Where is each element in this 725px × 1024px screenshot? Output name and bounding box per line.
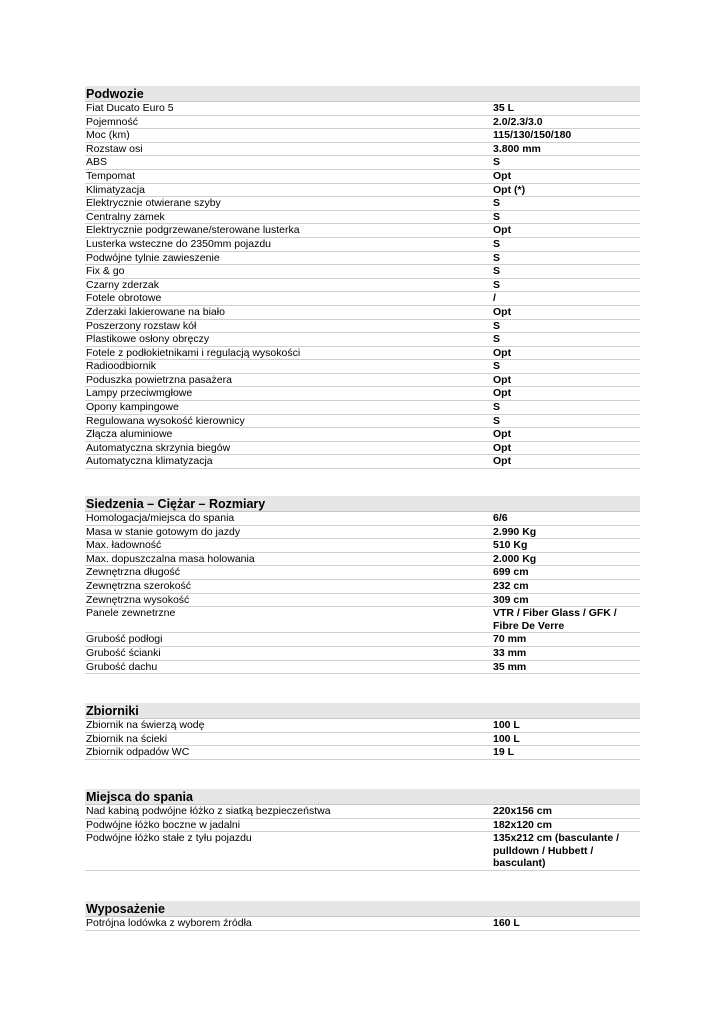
- row-value: 182x120 cm: [493, 818, 552, 831]
- row-value: 135x212 cm (basculante / pulldown / Hubbett / basculant): [493, 832, 620, 870]
- spec-table: [85, 805, 640, 871]
- table-row: [85, 401, 640, 415]
- row-label: Automatyczna klimatyzacja: [86, 455, 213, 468]
- row-label: Poszerzony rozstaw kół: [86, 319, 197, 332]
- row-value: S: [493, 278, 501, 291]
- section-sleeping-places: [85, 789, 640, 871]
- table-row: [85, 156, 640, 170]
- table-row: [85, 539, 640, 553]
- table-row: [85, 184, 640, 198]
- row-label: Radioodbiornik: [86, 360, 157, 373]
- table-row: [85, 265, 640, 279]
- row-label: Zewnętrzna szerokość: [86, 579, 192, 592]
- table-row: [85, 360, 640, 374]
- row-label: Rozstaw osi: [86, 142, 143, 155]
- row-label: Zbiornik na świerzą wodę: [86, 719, 205, 731]
- spec-table: [85, 102, 640, 469]
- row-value: Opt: [493, 428, 512, 441]
- table-row: [85, 832, 640, 871]
- row-label: Fotele obrotowe: [86, 292, 162, 305]
- row-value: 220x156 cm: [493, 805, 552, 817]
- row-value: S: [493, 156, 501, 169]
- table-row: [85, 647, 640, 661]
- row-label: Elektrycznie otwierane szyby: [86, 197, 221, 210]
- table-row: [85, 197, 640, 211]
- row-value: 35 L: [493, 102, 515, 114]
- row-label: Fiat Ducato Euro 5: [86, 102, 174, 114]
- row-value: Opt: [493, 346, 512, 359]
- row-value: 2.990 Kg: [493, 525, 537, 538]
- spec-table: [85, 512, 640, 674]
- row-label: Elektrycznie podgrzewane/sterowane lusterka: [86, 224, 300, 237]
- section-tanks: [85, 703, 640, 760]
- row-value: 35 mm: [493, 660, 527, 673]
- row-label: Klimatyzacja: [86, 183, 145, 196]
- row-value: Opt: [493, 224, 512, 237]
- row-label: Fotele z podłokietnikami i regulacją wysokości: [86, 346, 301, 359]
- row-label: Podwójne łóżko stałe z tyłu pojazdu: [86, 832, 252, 845]
- table-row: [85, 553, 640, 567]
- table-row: [85, 129, 640, 143]
- row-label: Zbiornik odpadów WC: [86, 746, 190, 759]
- section-title: Wyposażenie: [85, 901, 640, 917]
- row-value: Opt: [493, 169, 512, 182]
- table-row: [85, 746, 640, 760]
- table-row: [85, 607, 640, 633]
- row-value: 699 cm: [493, 566, 529, 579]
- table-row: [85, 387, 640, 401]
- table-row: [85, 347, 640, 361]
- row-value: S: [493, 210, 501, 223]
- table-row: [85, 442, 640, 456]
- table-row: [85, 526, 640, 540]
- row-value: 2.0/2.3/3.0: [493, 115, 543, 128]
- spec-table: [85, 917, 640, 931]
- row-value: 2.000 Kg: [493, 552, 537, 565]
- row-label: Podwójne łóżko boczne w jadalni: [86, 818, 241, 831]
- table-row: [85, 633, 640, 647]
- row-value: S: [493, 401, 501, 414]
- row-label: Potrójna lodówka z wyborem źródła: [86, 917, 252, 929]
- spec-table: [85, 719, 640, 760]
- table-row: [85, 211, 640, 225]
- table-row: [85, 306, 640, 320]
- table-row: [85, 805, 640, 819]
- row-label: Lusterka wsteczne do 2350mm pojazdu: [86, 237, 272, 250]
- row-value: 100 L: [493, 719, 520, 731]
- row-value: 19 L: [493, 746, 515, 759]
- row-label: Złącza aluminiowe: [86, 428, 173, 441]
- table-row: [85, 455, 640, 469]
- section-title: Zbiorniki: [85, 703, 640, 719]
- row-label: Lampy przeciwmgłowe: [86, 387, 193, 400]
- table-row: [85, 279, 640, 293]
- table-row: [85, 116, 640, 130]
- row-value: S: [493, 197, 501, 210]
- row-value: 100 L: [493, 732, 520, 745]
- row-label: Regulowana wysokość kierownicy: [86, 414, 245, 427]
- row-value: 115/130/150/180: [493, 129, 572, 142]
- row-label: Homologacja/miejsca do spania: [86, 512, 235, 524]
- row-value: 33 mm: [493, 646, 527, 659]
- row-value: S: [493, 333, 501, 346]
- row-value: S: [493, 360, 501, 373]
- row-label: Plastikowe osłony obręczy: [86, 333, 210, 346]
- row-label: Centralny zamek: [86, 210, 165, 223]
- row-label: ABS: [86, 156, 108, 169]
- row-value: 309 cm: [493, 593, 529, 606]
- row-value: Opt: [493, 387, 512, 400]
- row-value: Opt: [493, 455, 512, 468]
- table-row: [85, 224, 640, 238]
- section-title: Miejsca do spania: [85, 789, 640, 805]
- row-value: /: [493, 292, 496, 305]
- table-row: [85, 819, 640, 833]
- row-value: S: [493, 414, 501, 427]
- row-label: Automatyczna skrzynia biegów: [86, 441, 231, 454]
- row-value: 232 cm: [493, 579, 529, 592]
- row-value: 510 Kg: [493, 539, 528, 552]
- row-label: Max. ładowność: [86, 539, 162, 552]
- row-label: Zewnętrzna długość: [86, 566, 180, 579]
- row-label: Grubość podłogi: [86, 633, 163, 646]
- row-label: Tempomat: [86, 169, 136, 182]
- table-row: [85, 428, 640, 442]
- table-row: [85, 374, 640, 388]
- table-row: [85, 292, 640, 306]
- table-row: [85, 238, 640, 252]
- row-value: 160 L: [493, 917, 520, 929]
- table-row: [85, 594, 640, 608]
- row-value: S: [493, 251, 501, 264]
- row-label: Czarny zderzak: [86, 278, 159, 291]
- row-label: Poduszka powietrzna pasażera: [86, 373, 232, 386]
- table-row: [85, 415, 640, 429]
- row-value: Opt: [493, 441, 512, 454]
- row-value: 6/6: [493, 512, 508, 524]
- row-label: Panele zewnetrzne: [86, 607, 176, 620]
- section-title: Siedzenia – Ciężar – Rozmiary: [85, 496, 640, 512]
- row-label: Moc (km): [86, 129, 130, 142]
- table-row: [85, 512, 640, 526]
- section-equipment: [85, 901, 640, 931]
- row-label: Zbiornik na ścieki: [86, 732, 168, 745]
- row-label: Pojemność: [86, 115, 138, 128]
- row-value: Opt: [493, 373, 512, 386]
- table-row: [85, 102, 640, 116]
- table-row: [85, 719, 640, 733]
- row-value: S: [493, 265, 501, 278]
- row-value: 3.800 mm: [493, 142, 541, 155]
- row-value: S: [493, 319, 501, 332]
- row-label: Podwójne tylnie zawieszenie: [86, 251, 220, 264]
- table-row: [85, 320, 640, 334]
- row-label: Zewnętrzna wysokość: [86, 593, 190, 606]
- row-label: Grubość ścianki: [86, 646, 161, 659]
- row-value: 70 mm: [493, 633, 527, 646]
- row-label: Nad kabiną podwójne łóżko z siatką bezpieczeństwa: [86, 805, 331, 817]
- row-label: Opony kampingowe: [86, 401, 179, 414]
- table-row: [85, 661, 640, 675]
- row-label: Zderzaki lakierowane na biało: [86, 305, 225, 318]
- table-row: [85, 252, 640, 266]
- row-value: S: [493, 237, 501, 250]
- row-value: Opt: [493, 305, 512, 318]
- table-row: [85, 580, 640, 594]
- row-value: VTR / Fiber Glass / GFK / Fibre De Verre: [493, 607, 617, 632]
- row-label: Max. dopuszczalna masa holowania: [86, 552, 255, 565]
- section-chassis: [85, 86, 640, 469]
- table-row: [85, 917, 640, 931]
- table-row: [85, 733, 640, 747]
- row-label: Masa w stanie gotowym do jazdy: [86, 525, 241, 538]
- table-row: [85, 333, 640, 347]
- row-label: Fix & go: [86, 265, 125, 278]
- row-label: Grubość dachu: [86, 660, 158, 673]
- table-row: [85, 170, 640, 184]
- section-title: Podwozie: [85, 86, 640, 102]
- table-row: [85, 143, 640, 157]
- table-row: [85, 566, 640, 580]
- section-seats-weight-dimensions: [85, 496, 640, 674]
- row-value: Opt (*): [493, 183, 526, 196]
